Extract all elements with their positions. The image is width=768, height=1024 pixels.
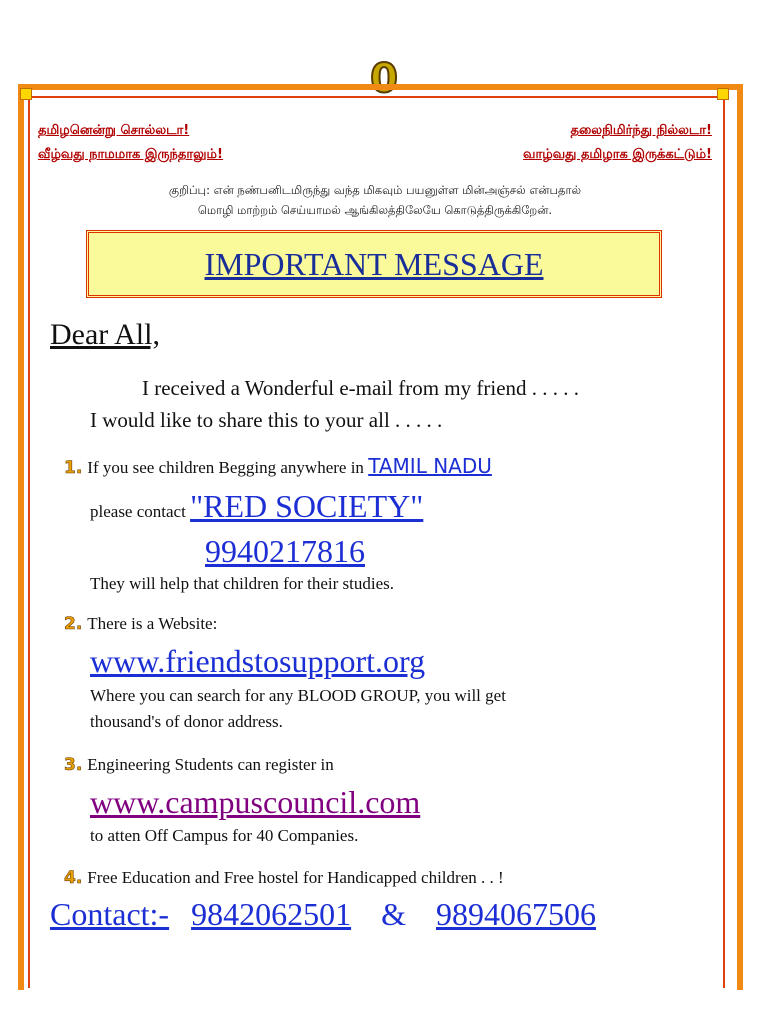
corner-ornament-left [20, 88, 32, 100]
banner-title: IMPORTANT MESSAGE [204, 245, 544, 282]
item3-number: 3. [64, 755, 83, 775]
item4-number: 4. [64, 868, 83, 888]
item3-text-b: to atten Off Campus for 40 Companies. [90, 826, 359, 845]
item2-number: 2. [64, 614, 83, 634]
contact-line [50, 896, 596, 933]
contact-phone2-link[interactable]: 9894067506 [435, 896, 596, 932]
item2-line1 [64, 612, 217, 636]
page-number: 0 [370, 56, 398, 102]
item2-text-b: Where you can search for any BLOOD GROUP, you will get [90, 686, 506, 705]
friendstosupport-link[interactable]: www.friendstosupport.org [90, 643, 426, 679]
tamil-line2-right: வாழ்வது தமிழாக இருக்கட்டும்! [523, 147, 712, 162]
important-message-banner [86, 230, 662, 298]
contact-phone1-link[interactable]: 9842062501 [191, 896, 352, 932]
item3-line1 [64, 753, 334, 777]
corner-ornament-right [717, 88, 729, 100]
item2-text-a: There is a Website: [87, 614, 218, 633]
item1-line2 [90, 488, 424, 524]
tamil-nadu-link[interactable]: TAMIL NADU [368, 454, 492, 478]
note-line1: குறிப்பு: என் நண்பனிடமிருந்து வந்த மிகவும் பயனுள்ள மின்அஞ்சல் என்பதால் [168, 183, 582, 197]
intro-line1: I received a Wonderful e-mail from my friend . . . . . [142, 376, 580, 400]
item4-line1 [64, 866, 504, 890]
tamil-line2-left: வீழ்வது நாமமாக இருந்தாலும்! [38, 147, 223, 162]
contact-ampersand: & [381, 896, 406, 932]
item1-number: 1. [64, 458, 83, 478]
item1-text-b: please contact [90, 502, 186, 521]
item3-text-a: Engineering Students can register in [87, 755, 334, 774]
tamil-line1-right: தலைநிமிர்ந்து நில்லடா! [570, 123, 712, 138]
campuscouncil-link[interactable]: www.campuscouncil.com [90, 784, 421, 820]
item1-text-a: If you see children Begging anywhere in [87, 458, 364, 477]
tamil-line1-left: தமிழனென்று சொல்லடா! [38, 123, 190, 138]
item2-text-c: thousand's of donor address. [90, 712, 283, 731]
item1-line1 [64, 454, 492, 480]
intro-line2: I would like to share this to your all . . . . . [90, 408, 443, 432]
contact-label: Contact:- [50, 896, 170, 932]
item1-text-c: They will help that children for their studies. [90, 574, 395, 593]
item4-text-a: Free Education and Free hostel for Handicapped children . . ! [87, 868, 504, 887]
red-society-phone-link[interactable]: 9940217816 [205, 533, 365, 569]
greeting: Dear All, [50, 318, 160, 351]
note-line2: மொழி மாற்றம் செய்யாமல் ஆங்கிலத்திலேயே கொடுத்திருக்கிறேன். [197, 203, 553, 217]
red-society-link[interactable]: "RED SOCIETY" [190, 488, 424, 524]
